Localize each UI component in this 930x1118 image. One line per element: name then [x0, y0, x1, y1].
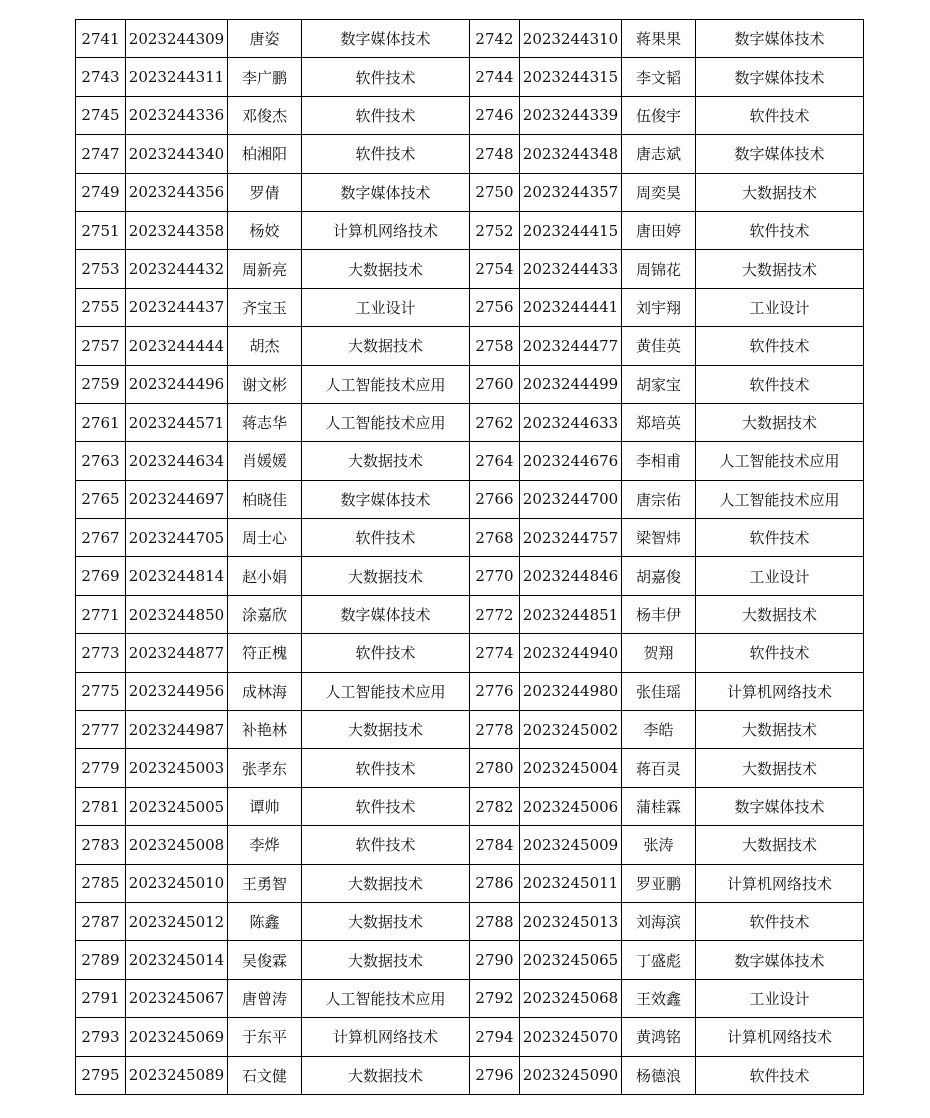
left-student-id-cell: 2023244336	[126, 96, 228, 134]
right-student-id-cell: 2023244348	[520, 135, 622, 173]
left-major-cell: 软件技术	[302, 634, 470, 672]
right-major-cell: 工业设计	[696, 979, 864, 1017]
left-serial-number-cell: 2761	[76, 403, 126, 441]
left-serial-number-cell: 2775	[76, 672, 126, 710]
left-student-name-cell: 肖媛媛	[228, 442, 302, 480]
right-serial-number-cell: 2760	[470, 365, 520, 403]
table-row	[76, 672, 864, 710]
right-serial-number-cell: 2792	[470, 979, 520, 1017]
table-row	[76, 1056, 864, 1094]
table-row	[76, 442, 864, 480]
left-student-id-cell: 2023244444	[126, 327, 228, 365]
left-student-id-cell: 2023245003	[126, 749, 228, 787]
right-serial-number-cell: 2762	[470, 403, 520, 441]
right-major-cell: 软件技术	[696, 902, 864, 940]
left-student-name-cell: 邓俊杰	[228, 96, 302, 134]
right-major-cell: 大数据技术	[696, 826, 864, 864]
right-major-cell: 计算机网络技术	[696, 672, 864, 710]
left-student-name-cell: 补艳林	[228, 711, 302, 749]
right-serial-number-cell: 2750	[470, 173, 520, 211]
right-major-cell: 计算机网络技术	[696, 864, 864, 902]
left-student-id-cell: 2023244356	[126, 173, 228, 211]
right-serial-number-cell: 2784	[470, 826, 520, 864]
right-serial-number-cell: 2770	[470, 557, 520, 595]
right-major-cell: 软件技术	[696, 634, 864, 672]
right-student-name-cell: 李相甫	[622, 442, 696, 480]
right-student-id-cell: 2023245002	[520, 711, 622, 749]
table-row	[76, 749, 864, 787]
right-student-name-cell: 黄佳英	[622, 327, 696, 365]
left-major-cell: 软件技术	[302, 519, 470, 557]
left-serial-number-cell: 2741	[76, 20, 126, 58]
right-student-id-cell: 2023244700	[520, 480, 622, 518]
left-major-cell: 软件技术	[302, 96, 470, 134]
left-student-name-cell: 杨姣	[228, 211, 302, 249]
right-major-cell: 数字媒体技术	[696, 787, 864, 825]
table-row	[76, 941, 864, 979]
left-student-name-cell: 周士心	[228, 519, 302, 557]
right-student-id-cell: 2023245006	[520, 787, 622, 825]
left-serial-number-cell: 2781	[76, 787, 126, 825]
left-student-id-cell: 2023245012	[126, 902, 228, 940]
left-serial-number-cell: 2789	[76, 941, 126, 979]
right-serial-number-cell: 2768	[470, 519, 520, 557]
left-student-name-cell: 涂嘉欣	[228, 595, 302, 633]
table-row	[76, 787, 864, 825]
left-serial-number-cell: 2763	[76, 442, 126, 480]
left-student-name-cell: 蒋志华	[228, 403, 302, 441]
left-serial-number-cell: 2759	[76, 365, 126, 403]
left-serial-number-cell: 2769	[76, 557, 126, 595]
right-student-id-cell: 2023244846	[520, 557, 622, 595]
right-major-cell: 大数据技术	[696, 711, 864, 749]
right-major-cell: 大数据技术	[696, 595, 864, 633]
left-major-cell: 大数据技术	[302, 941, 470, 979]
left-student-name-cell: 王勇智	[228, 864, 302, 902]
right-major-cell: 数字媒体技术	[696, 941, 864, 979]
left-major-cell: 数字媒体技术	[302, 595, 470, 633]
right-student-id-cell: 2023244433	[520, 250, 622, 288]
left-major-cell: 大数据技术	[302, 902, 470, 940]
left-major-cell: 计算机网络技术	[302, 211, 470, 249]
table-row	[76, 135, 864, 173]
right-serial-number-cell: 2788	[470, 902, 520, 940]
left-student-id-cell: 2023244437	[126, 288, 228, 326]
left-serial-number-cell: 2767	[76, 519, 126, 557]
left-major-cell: 大数据技术	[302, 557, 470, 595]
left-student-id-cell: 2023245089	[126, 1056, 228, 1094]
left-serial-number-cell: 2753	[76, 250, 126, 288]
left-major-cell: 工业设计	[302, 288, 470, 326]
left-student-id-cell: 2023244814	[126, 557, 228, 595]
left-serial-number-cell: 2793	[76, 1018, 126, 1056]
right-student-name-cell: 李皓	[622, 711, 696, 749]
right-student-id-cell: 2023245004	[520, 749, 622, 787]
table-row	[76, 250, 864, 288]
right-serial-number-cell: 2758	[470, 327, 520, 365]
right-student-name-cell: 黄鸿铭	[622, 1018, 696, 1056]
table-row	[76, 480, 864, 518]
left-major-cell: 大数据技术	[302, 1056, 470, 1094]
right-student-id-cell: 2023244851	[520, 595, 622, 633]
left-student-name-cell: 柏湘阳	[228, 135, 302, 173]
left-serial-number-cell: 2745	[76, 96, 126, 134]
left-student-id-cell: 2023244309	[126, 20, 228, 58]
table-row	[76, 1018, 864, 1056]
right-major-cell: 软件技术	[696, 519, 864, 557]
right-student-id-cell: 2023245009	[520, 826, 622, 864]
left-student-id-cell: 2023244956	[126, 672, 228, 710]
left-serial-number-cell: 2773	[76, 634, 126, 672]
left-serial-number-cell: 2751	[76, 211, 126, 249]
table-row	[76, 634, 864, 672]
left-student-id-cell: 2023244496	[126, 365, 228, 403]
left-student-id-cell: 2023244697	[126, 480, 228, 518]
left-major-cell: 软件技术	[302, 58, 470, 96]
left-student-id-cell: 2023244877	[126, 634, 228, 672]
left-student-name-cell: 符正槐	[228, 634, 302, 672]
right-major-cell: 工业设计	[696, 288, 864, 326]
left-serial-number-cell: 2765	[76, 480, 126, 518]
left-major-cell: 软件技术	[302, 826, 470, 864]
left-major-cell: 计算机网络技术	[302, 1018, 470, 1056]
right-student-name-cell: 胡嘉俊	[622, 557, 696, 595]
right-major-cell: 软件技术	[696, 327, 864, 365]
left-student-id-cell: 2023244571	[126, 403, 228, 441]
right-student-name-cell: 刘宇翔	[622, 288, 696, 326]
right-serial-number-cell: 2748	[470, 135, 520, 173]
table-row	[76, 20, 864, 58]
left-major-cell: 大数据技术	[302, 250, 470, 288]
left-serial-number-cell: 2749	[76, 173, 126, 211]
left-student-id-cell: 2023244340	[126, 135, 228, 173]
right-serial-number-cell: 2744	[470, 58, 520, 96]
left-student-name-cell: 胡杰	[228, 327, 302, 365]
left-major-cell: 软件技术	[302, 749, 470, 787]
left-major-cell: 数字媒体技术	[302, 173, 470, 211]
right-student-name-cell: 贺翔	[622, 634, 696, 672]
right-serial-number-cell: 2778	[470, 711, 520, 749]
left-major-cell: 人工智能技术应用	[302, 672, 470, 710]
left-major-cell: 数字媒体技术	[302, 480, 470, 518]
right-student-id-cell: 2023244357	[520, 173, 622, 211]
right-major-cell: 大数据技术	[696, 173, 864, 211]
left-student-id-cell: 2023245010	[126, 864, 228, 902]
right-serial-number-cell: 2752	[470, 211, 520, 249]
right-student-id-cell: 2023244499	[520, 365, 622, 403]
left-student-id-cell: 2023244705	[126, 519, 228, 557]
right-major-cell: 人工智能技术应用	[696, 442, 864, 480]
right-student-id-cell: 2023244441	[520, 288, 622, 326]
left-student-name-cell: 赵小娟	[228, 557, 302, 595]
left-major-cell: 大数据技术	[302, 711, 470, 749]
table-row	[76, 211, 864, 249]
right-student-name-cell: 胡家宝	[622, 365, 696, 403]
right-student-name-cell: 唐田婷	[622, 211, 696, 249]
right-major-cell: 大数据技术	[696, 250, 864, 288]
left-student-name-cell: 吴俊霖	[228, 941, 302, 979]
left-student-id-cell: 2023244850	[126, 595, 228, 633]
right-serial-number-cell: 2764	[470, 442, 520, 480]
right-student-name-cell: 杨丰伊	[622, 595, 696, 633]
right-serial-number-cell: 2790	[470, 941, 520, 979]
right-major-cell: 数字媒体技术	[696, 20, 864, 58]
right-student-name-cell: 蒋百灵	[622, 749, 696, 787]
table-row	[76, 519, 864, 557]
right-student-id-cell: 2023245068	[520, 979, 622, 1017]
right-student-id-cell: 2023245011	[520, 864, 622, 902]
left-student-id-cell: 2023244311	[126, 58, 228, 96]
left-student-name-cell: 周新亮	[228, 250, 302, 288]
right-student-id-cell: 2023245065	[520, 941, 622, 979]
right-student-name-cell: 张佳瑶	[622, 672, 696, 710]
left-student-name-cell: 齐宝玉	[228, 288, 302, 326]
table-row	[76, 403, 864, 441]
table-row	[76, 288, 864, 326]
right-serial-number-cell: 2782	[470, 787, 520, 825]
right-student-name-cell: 唐志斌	[622, 135, 696, 173]
left-student-name-cell: 李烨	[228, 826, 302, 864]
right-serial-number-cell: 2754	[470, 250, 520, 288]
right-serial-number-cell: 2796	[470, 1056, 520, 1094]
right-serial-number-cell: 2780	[470, 749, 520, 787]
right-serial-number-cell: 2776	[470, 672, 520, 710]
right-student-name-cell: 王效鑫	[622, 979, 696, 1017]
left-student-id-cell: 2023245005	[126, 787, 228, 825]
right-student-name-cell: 伍俊宇	[622, 96, 696, 134]
left-student-id-cell: 2023245067	[126, 979, 228, 1017]
left-student-id-cell: 2023244987	[126, 711, 228, 749]
right-student-name-cell: 蒋果果	[622, 20, 696, 58]
right-student-name-cell: 唐宗佑	[622, 480, 696, 518]
left-major-cell: 软件技术	[302, 787, 470, 825]
table-row	[76, 826, 864, 864]
right-student-id-cell: 2023244757	[520, 519, 622, 557]
right-student-id-cell: 2023244310	[520, 20, 622, 58]
right-serial-number-cell: 2766	[470, 480, 520, 518]
left-student-name-cell: 陈鑫	[228, 902, 302, 940]
right-major-cell: 数字媒体技术	[696, 135, 864, 173]
right-major-cell: 软件技术	[696, 365, 864, 403]
left-student-id-cell: 2023245008	[126, 826, 228, 864]
table-row	[76, 979, 864, 1017]
left-student-name-cell: 谢文彬	[228, 365, 302, 403]
left-student-name-cell: 唐曾涛	[228, 979, 302, 1017]
table-row	[76, 173, 864, 211]
right-student-name-cell: 周锦花	[622, 250, 696, 288]
right-serial-number-cell: 2742	[470, 20, 520, 58]
left-student-id-cell: 2023245069	[126, 1018, 228, 1056]
left-student-name-cell: 石文健	[228, 1056, 302, 1094]
left-student-name-cell: 于东平	[228, 1018, 302, 1056]
right-serial-number-cell: 2746	[470, 96, 520, 134]
right-major-cell: 工业设计	[696, 557, 864, 595]
table-row	[76, 96, 864, 134]
table-row	[76, 902, 864, 940]
right-student-id-cell: 2023244477	[520, 327, 622, 365]
table-row	[76, 711, 864, 749]
right-student-name-cell: 郑培英	[622, 403, 696, 441]
left-student-name-cell: 唐姿	[228, 20, 302, 58]
right-major-cell: 软件技术	[696, 96, 864, 134]
left-serial-number-cell: 2787	[76, 902, 126, 940]
left-serial-number-cell: 2779	[76, 749, 126, 787]
right-major-cell: 软件技术	[696, 211, 864, 249]
left-major-cell: 大数据技术	[302, 864, 470, 902]
right-student-id-cell: 2023244339	[520, 96, 622, 134]
right-serial-number-cell: 2794	[470, 1018, 520, 1056]
right-major-cell: 计算机网络技术	[696, 1018, 864, 1056]
left-major-cell: 大数据技术	[302, 442, 470, 480]
left-serial-number-cell: 2757	[76, 327, 126, 365]
right-student-id-cell: 2023245090	[520, 1056, 622, 1094]
right-major-cell: 人工智能技术应用	[696, 480, 864, 518]
left-major-cell: 人工智能技术应用	[302, 979, 470, 1017]
right-serial-number-cell: 2786	[470, 864, 520, 902]
right-student-name-cell: 丁盛彪	[622, 941, 696, 979]
table-row	[76, 595, 864, 633]
left-student-id-cell: 2023245014	[126, 941, 228, 979]
left-student-id-cell: 2023244634	[126, 442, 228, 480]
left-student-name-cell: 罗倩	[228, 173, 302, 211]
left-serial-number-cell: 2747	[76, 135, 126, 173]
right-student-name-cell: 李文韬	[622, 58, 696, 96]
right-student-id-cell: 2023244633	[520, 403, 622, 441]
right-student-name-cell: 杨德浪	[622, 1056, 696, 1094]
right-major-cell: 大数据技术	[696, 749, 864, 787]
right-student-id-cell: 2023245013	[520, 902, 622, 940]
left-serial-number-cell: 2771	[76, 595, 126, 633]
left-serial-number-cell: 2783	[76, 826, 126, 864]
right-student-name-cell: 刘海滨	[622, 902, 696, 940]
roster-body	[76, 20, 864, 1095]
table-row	[76, 557, 864, 595]
right-student-id-cell: 2023244980	[520, 672, 622, 710]
left-major-cell: 人工智能技术应用	[302, 403, 470, 441]
right-major-cell: 软件技术	[696, 1056, 864, 1094]
right-student-name-cell: 张涛	[622, 826, 696, 864]
left-student-name-cell: 张孝东	[228, 749, 302, 787]
right-student-id-cell: 2023244315	[520, 58, 622, 96]
left-major-cell: 大数据技术	[302, 327, 470, 365]
right-serial-number-cell: 2756	[470, 288, 520, 326]
left-student-id-cell: 2023244358	[126, 211, 228, 249]
right-serial-number-cell: 2772	[470, 595, 520, 633]
table-row	[76, 365, 864, 403]
left-student-id-cell: 2023244432	[126, 250, 228, 288]
left-student-name-cell: 李广鹏	[228, 58, 302, 96]
right-student-id-cell: 2023244676	[520, 442, 622, 480]
left-serial-number-cell: 2777	[76, 711, 126, 749]
left-major-cell: 数字媒体技术	[302, 20, 470, 58]
left-major-cell: 人工智能技术应用	[302, 365, 470, 403]
left-student-name-cell: 谭帅	[228, 787, 302, 825]
right-student-id-cell: 2023245070	[520, 1018, 622, 1056]
left-major-cell: 软件技术	[302, 135, 470, 173]
left-student-name-cell: 柏晓佳	[228, 480, 302, 518]
right-serial-number-cell: 2774	[470, 634, 520, 672]
right-student-name-cell: 周奕昊	[622, 173, 696, 211]
table-row	[76, 58, 864, 96]
left-serial-number-cell: 2785	[76, 864, 126, 902]
table-row	[76, 327, 864, 365]
right-student-name-cell: 罗亚鹏	[622, 864, 696, 902]
right-student-id-cell: 2023244940	[520, 634, 622, 672]
right-major-cell: 数字媒体技术	[696, 58, 864, 96]
left-serial-number-cell: 2791	[76, 979, 126, 1017]
right-student-name-cell: 蒲桂霖	[622, 787, 696, 825]
right-student-name-cell: 梁智炜	[622, 519, 696, 557]
right-student-id-cell: 2023244415	[520, 211, 622, 249]
left-serial-number-cell: 2743	[76, 58, 126, 96]
student-roster-table	[75, 19, 864, 1095]
right-major-cell: 大数据技术	[696, 403, 864, 441]
left-serial-number-cell: 2795	[76, 1056, 126, 1094]
left-student-name-cell: 成林海	[228, 672, 302, 710]
left-serial-number-cell: 2755	[76, 288, 126, 326]
table-row	[76, 864, 864, 902]
